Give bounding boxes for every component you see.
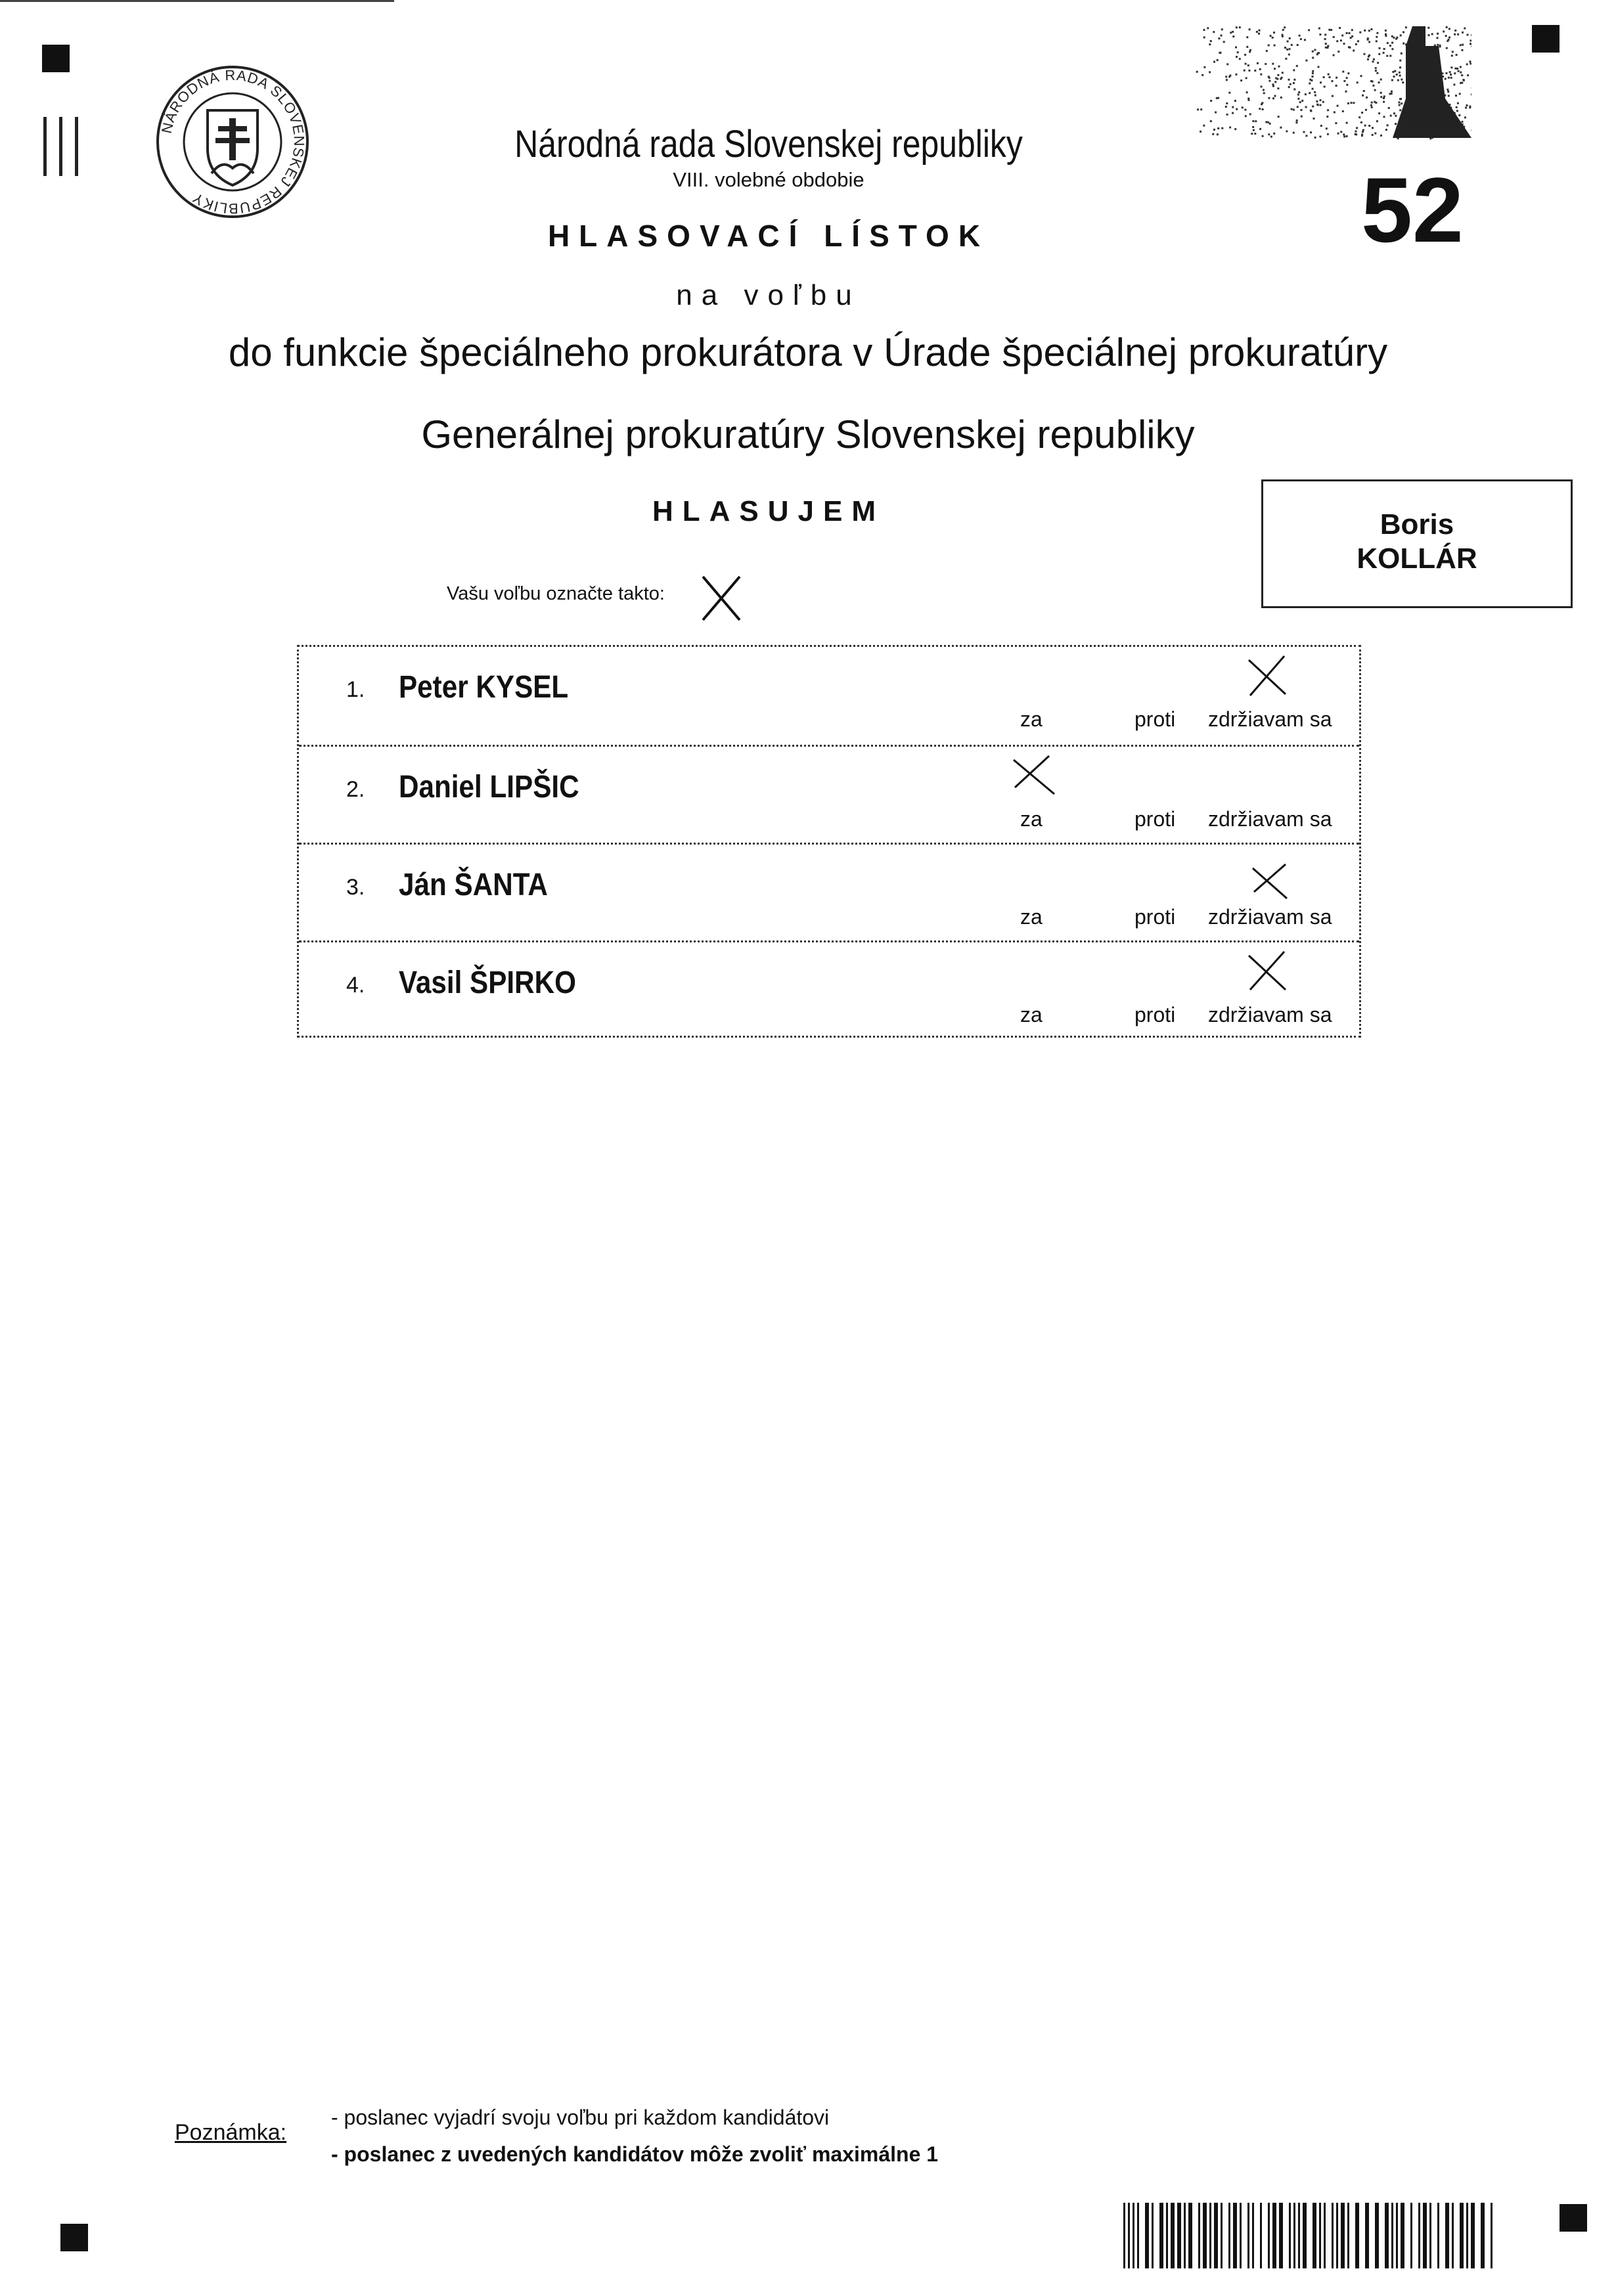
candidate-name: Daniel LIPŠIC bbox=[399, 770, 579, 805]
candidate-number: 3. bbox=[346, 875, 365, 900]
tally-marks bbox=[43, 117, 83, 176]
vote-mark-icon bbox=[1011, 753, 1057, 799]
vote-heading: HLASUJEM bbox=[652, 495, 886, 527]
voter-last-name: KOLLÁR bbox=[1357, 542, 1477, 575]
candidate-number: 4. bbox=[346, 973, 365, 998]
registration-marker-top-right bbox=[1532, 25, 1560, 53]
position-title-line2: Generálnej prokuratúry Slovenskej republiky bbox=[421, 412, 1195, 456]
cross-mark-icon bbox=[700, 574, 742, 623]
candidate-name: Peter KYSEL bbox=[399, 670, 569, 705]
candidate-row bbox=[299, 647, 1359, 745]
candidate-table bbox=[297, 645, 1361, 1038]
ballot-stamp bbox=[1196, 26, 1471, 177]
vote-mark-icon bbox=[1249, 859, 1295, 905]
barcode bbox=[1123, 2203, 1495, 2268]
candidate-name: Ján ŠANTA bbox=[399, 868, 548, 902]
vote-mark-icon bbox=[1245, 653, 1291, 699]
option-za[interactable]: za bbox=[1020, 707, 1043, 731]
option-proti[interactable]: proti bbox=[1134, 905, 1176, 929]
parliament-seal bbox=[154, 63, 311, 221]
option-zdrziavam[interactable]: zdržiavam sa bbox=[1208, 707, 1332, 731]
option-proti[interactable]: proti bbox=[1134, 807, 1176, 831]
registration-marker-bottom-right bbox=[1560, 2204, 1587, 2232]
candidate-row bbox=[299, 843, 1359, 940]
option-proti[interactable]: proti bbox=[1134, 707, 1176, 731]
ballot-title: HLASOVACÍ LÍSTOK bbox=[547, 219, 990, 253]
vote-mark-icon bbox=[1245, 949, 1291, 995]
option-proti[interactable]: proti bbox=[1134, 1003, 1176, 1027]
option-zdrziavam[interactable]: zdržiavam sa bbox=[1208, 807, 1332, 831]
top-rule bbox=[0, 0, 394, 2]
option-za[interactable]: za bbox=[1020, 905, 1043, 929]
ballot-number: 52 bbox=[1361, 158, 1464, 261]
note-label: Poznámka: bbox=[175, 2120, 287, 2145]
marking-instruction: Vašu voľbu označte takto: bbox=[447, 583, 665, 604]
for-election-label: na voľbu bbox=[676, 279, 861, 311]
registration-marker-bottom-left bbox=[60, 2224, 88, 2251]
note-line-1: - poslanec vyjadrí svoju voľbu pri každom kandidátovi bbox=[331, 2106, 830, 2129]
option-za[interactable]: za bbox=[1020, 807, 1043, 831]
seal-text: NÁRODNÁ RADA SLOVENSKEJ REPUBLIKY bbox=[158, 66, 308, 217]
candidate-row bbox=[299, 940, 1359, 1038]
candidate-row bbox=[299, 745, 1359, 843]
position-title-line1: do funkcie špeciálneho prokurátora v Úrade špeciálnej prokuratúry bbox=[228, 330, 1388, 374]
voter-name-box bbox=[1261, 479, 1573, 608]
candidate-name: Vasil ŠPIRKO bbox=[399, 965, 576, 1000]
note-line-2: - poslanec z uvedených kandidátov môže zvoliť maximálne 1 bbox=[331, 2142, 939, 2166]
candidate-number: 1. bbox=[346, 677, 365, 702]
registration-marker-top-left bbox=[42, 45, 70, 72]
voter-first-name: Boris bbox=[1380, 508, 1454, 541]
electoral-term: VIII. volebné obdobie bbox=[673, 168, 864, 191]
option-za[interactable]: za bbox=[1020, 1003, 1043, 1027]
organization-name: Národná rada Slovenskej republiky bbox=[514, 123, 1023, 166]
option-zdrziavam[interactable]: zdržiavam sa bbox=[1208, 1003, 1332, 1027]
option-zdrziavam[interactable]: zdržiavam sa bbox=[1208, 905, 1332, 929]
slovak-coat-of-arms-icon bbox=[208, 110, 258, 185]
candidate-number: 2. bbox=[346, 777, 365, 802]
